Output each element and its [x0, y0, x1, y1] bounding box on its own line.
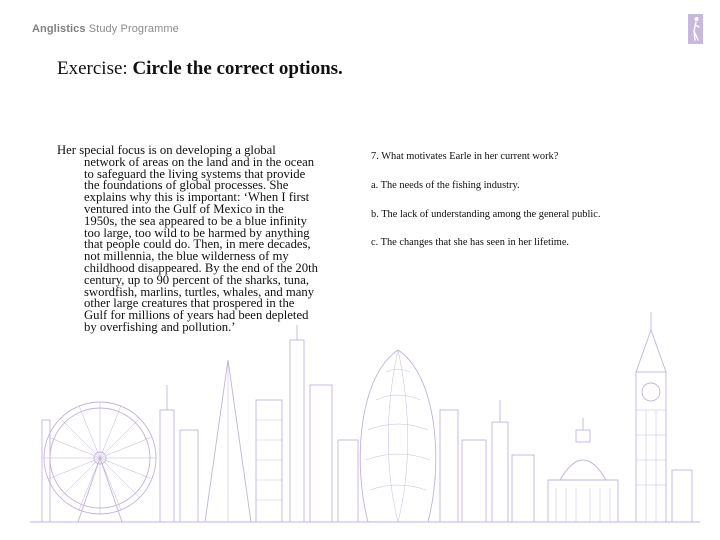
question-stem: 7. What motivates Earle in her current work? [371, 151, 559, 162]
exercise-title-prefix: Exercise: [57, 58, 133, 79]
exercise-title-main: Circle the correct options. [132, 58, 343, 79]
passage-line: too large, too wild to be harmed by anything [84, 225, 310, 240]
brand-subtitle: Study Programme [85, 23, 179, 35]
passage-line: childhood disappeared. By the end of the 20th [84, 260, 318, 275]
passage-line: Gulf for millions of years had been depleted [84, 308, 309, 323]
passage-line: explains why this is important: ‘When I first [84, 190, 310, 205]
answer-option-b[interactable]: b. The lack of understanding among the general public. [371, 209, 601, 220]
passage-line: other large creatures that prospered in the [84, 296, 295, 311]
answer-option-a[interactable]: a. The needs of the fishing industry. [371, 180, 520, 191]
brand-label [32, 23, 179, 35]
reading-passage [57, 145, 349, 334]
answer-option-c[interactable]: c. The changes that she has seen in her lifetime. [371, 237, 570, 248]
exercise-title [57, 58, 343, 80]
passage-line: by overfishing and pollution.’ [84, 319, 236, 334]
reading-figure-logo-icon [688, 14, 703, 44]
passage-line: the foundations of global processes. She [84, 178, 289, 193]
passage-line: to safeguard the living systems that provide [84, 166, 306, 181]
passage-line: that people could do. Then, in mere decades, [84, 237, 311, 252]
passage-line: Her special focus is on developing a global [57, 143, 276, 157]
passage-line: swordfish, marlins, turtles, whales, and many [84, 284, 315, 299]
passage-line: not millennia, the blue wilderness of my [84, 249, 289, 264]
passage-line: 1950s, the sea appeared to be a blue infinity [84, 213, 308, 228]
passage-line: century, up to 90 percent of the sharks, tuna, [84, 272, 310, 287]
brand-name: Anglistics [32, 23, 86, 35]
passage-line: ventured into the Gulf of Mexico in the [84, 201, 284, 216]
passage-line: network of areas on the land and in the ocean [84, 154, 315, 169]
